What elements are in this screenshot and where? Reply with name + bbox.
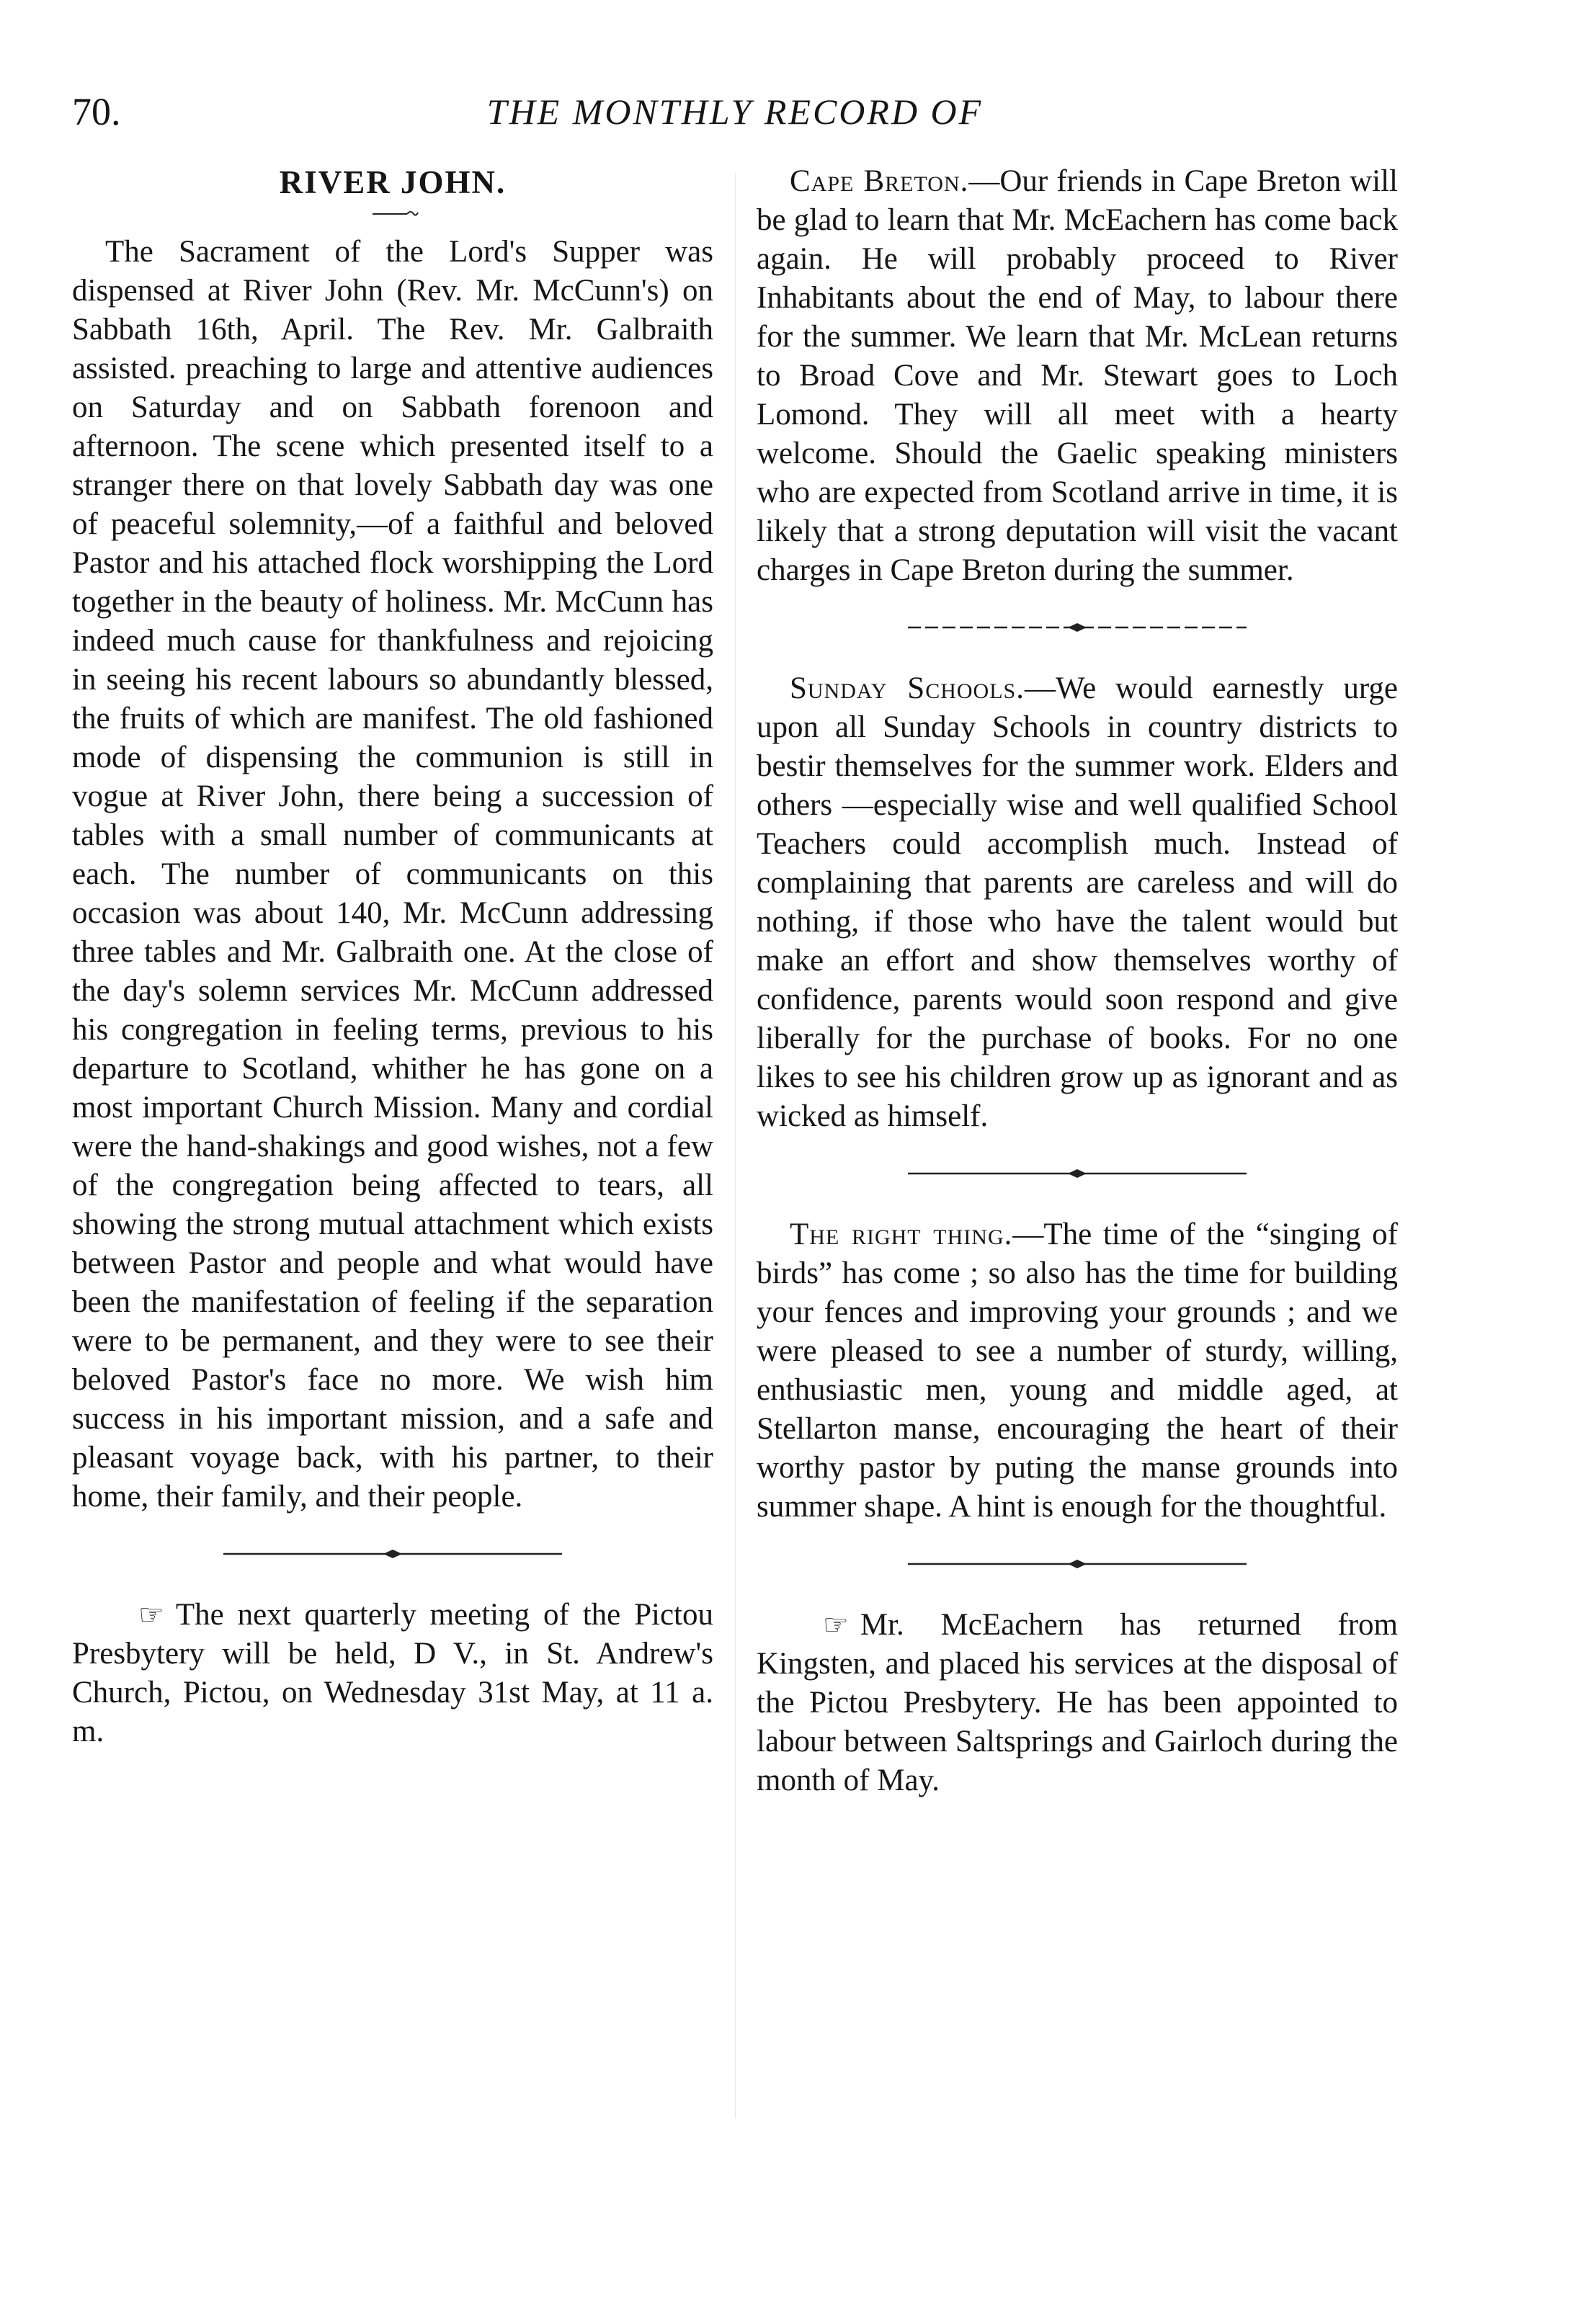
sunday-schools-article (757, 669, 1398, 1136)
section-divider (223, 1547, 562, 1561)
section-divider (908, 1557, 1247, 1571)
right-column (757, 162, 1398, 1800)
river-john-heading: RIVER JOHN. (279, 164, 507, 200)
journal-title: THE MONTHLY RECORD OF (486, 91, 984, 132)
page-number: 70. (72, 90, 121, 133)
pointing-hand-icon: ☞ (138, 1599, 164, 1631)
right-thing-text: —The time of the “singing of birds” has come ; so also has the time for building your fences and improving your grounds ; and we were pleased to see a number of sturdy, willing, enthusiastic men, young and middle aged, at Stellarton manse, encouraging the heart of their worthy pastor by puting the manse grounds into summer shape. A hint is enough for the thoughtful. (757, 1217, 1398, 1524)
magazine-page (72, 72, 1398, 2252)
column-rule (735, 173, 736, 2118)
river-john-article: The Sacrament of the Lord's Supper was dispensed at River John (Rev. Mr. McCunn's) on Sabbath 16th, April. The Rev. Mr. Galbraith assisted. preaching to large and attentive audiences on Saturday and on Sabbath forenoon and afternoon. The scene which presented itself to a stranger there on that lovely Sabbath day was one of peaceful solemnity,—of a faithful and beloved Pastor and his attached flock worshipping the Lord together in the beauty of holiness. Mr. McCunn has indeed much cause for thankfulness and rejoicing in seeing his recent labours so abundantly blessed, the fruits of which are manifest. The old fashioned mode of dispensing the communion is still in vogue at River John, there being a succession of tables with a small number of communicants at each. The number of communicants on this occasion was about 140, Mr. McCunn addressing three tables and Mr. Galbraith one. At the close of the day's solemn services Mr. McCunn addressed his congregation in feeling terms, previous to his departure to Scotland, whither he has gone on a most important Church Mission. Many and cordial were the hand-shakings and good wishes, not a few of the congregation being affected to tears, all showing the strong mutual attachment which exists between Pastor and people and what would have been the manifestation of feeling if the separation were to be permanent, and they were to see their beloved Pastor's face no more. We wish him success in his important mission, and a safe and pleasant voyage back, with his partner, to their home, their family, and their people. (72, 235, 713, 1514)
presbytery-notice (72, 1596, 713, 1751)
pointing-hand-icon: ☞ (823, 1609, 849, 1641)
running-head (72, 86, 1398, 144)
sunday-schools-lead: Sunday Schools. (790, 671, 1025, 705)
right-thing-article (757, 1215, 1398, 1527)
mceachern-notice (757, 1606, 1398, 1800)
cape-breton-lead: Cape Breton. (790, 164, 969, 198)
sunday-schools-text: —We would earnestly urge upon all Sunday Schools in country districts to bestir themselves for the summer work. Elders and others —especially wise and well qualified School Teachers could accomplish much. Instead of complaining that parents are careless and will do nothing, if those who have the talent would but make an effort and show themselves worthy of confidence, parents would soon respond and give liberally for the purchase of books. For no one likes to see his children grow up as ignorant and as wicked as himself. (757, 671, 1398, 1133)
section-divider (908, 1166, 1247, 1181)
cape-breton-article (757, 162, 1398, 590)
heading-ornament (357, 207, 429, 220)
presbytery-notice-text: The next quarterly meeting of the Pictou Presbytery will be held, D V., in St. Andrew's Church, Pictou, on Wednesday 31st May, at 11 a. m. (72, 1598, 713, 1748)
section-divider (908, 620, 1247, 635)
mceachern-notice-text: Mr. McEachern has returned from Kingsten, and placed his services at the disposal of the Pictou Presbytery. He has been appointed to labour between Saltsprings and Gairloch during the month of May. (757, 1608, 1398, 1797)
cape-breton-text: —Our friends in Cape Breton will be glad to learn that Mr. McEachern has come back again. He will probably proceed to River Inhabitants about the end of May, to labour there for the summer. We learn that Mr. McLean returns to Broad Cove and Mr. Stewart goes to Loch Lomond. They will all meet with a hearty welcome. Should the Gaelic speaking ministers who are expected from Scotland arrive in time, it is likely that a strong deputation will visit the vacant charges in Cape Breton during the summer. (757, 164, 1398, 587)
left-column (72, 162, 713, 1751)
right-thing-lead: The right thing. (790, 1217, 1013, 1251)
